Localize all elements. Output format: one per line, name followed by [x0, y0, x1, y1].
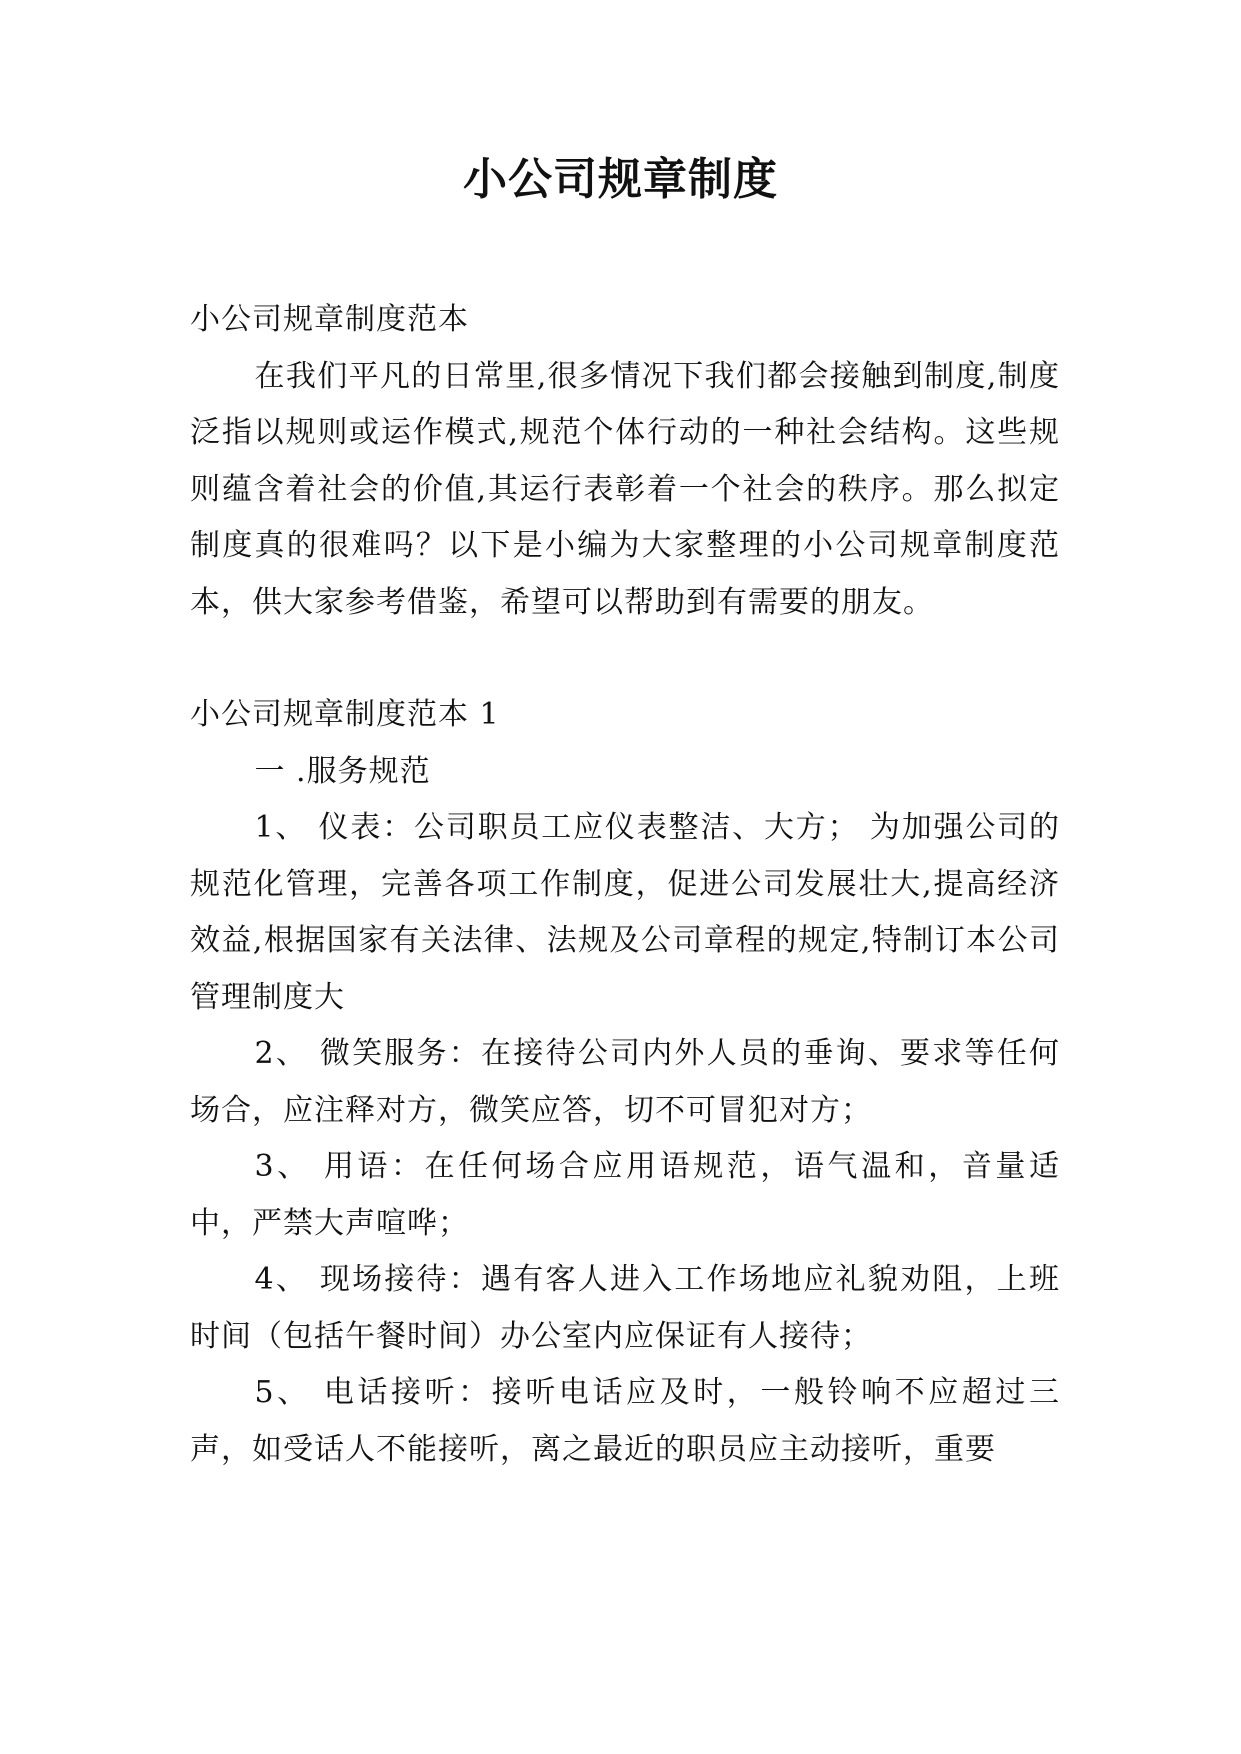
- list-item: 2、 微笑服务：在接待公司内外人员的垂询、要求等任何场合，应注释对方，微笑应答，切不可冒犯对方；: [190, 1036, 1060, 1128]
- paragraph-gap: [190, 631, 1060, 687]
- document-title: 小公司规章制度: [463, 154, 778, 205]
- document-body: [190, 292, 1060, 1478]
- list-item: 4、 现场接待：遇有客人进入工作场地应礼貌劝阻，上班时间（包括午餐时间）办公室内应保证有人接待；: [190, 1262, 1060, 1354]
- subtitle: 小公司规章制度范本: [190, 302, 469, 337]
- list-item: 3、 用语：在任何场合应用语规范，语气温和，音量适中，严禁大声喧哗；: [190, 1149, 1060, 1241]
- section-title: 小公司规章制度范本 1: [190, 697, 500, 732]
- section-subtitle: 一 .服务规范: [254, 753, 431, 789]
- list-item: 1、 仪表：公司职员工应仪表整洁、大方； 为加强公司的规范化管理，完善各项工作制度，促进公司发展壮大,提高经济效益,根据国家有关法律、法规及公司章程的规定,特制订本公司管理制度大: [190, 810, 1060, 1015]
- intro-paragraph: 在我们平凡的日常里,很多情况下我们都会接触到制度,制度泛指以规则或运作模式,规范个体行动的一种社会结构。这些规则蕴含着社会的价值,其运行表彰着一个社会的秩序。那么拟定制度真的很难吗？以下是小编为大家整理的小公司规章制度范本，供大家参考借鉴，希望可以帮助到有需要的朋友。: [190, 358, 1060, 620]
- list-item: 5、 电话接听：接听电话应及时，一般铃响不应超过三声，如受话人不能接听，离之最近的职员应主动接听，重要: [190, 1375, 1060, 1467]
